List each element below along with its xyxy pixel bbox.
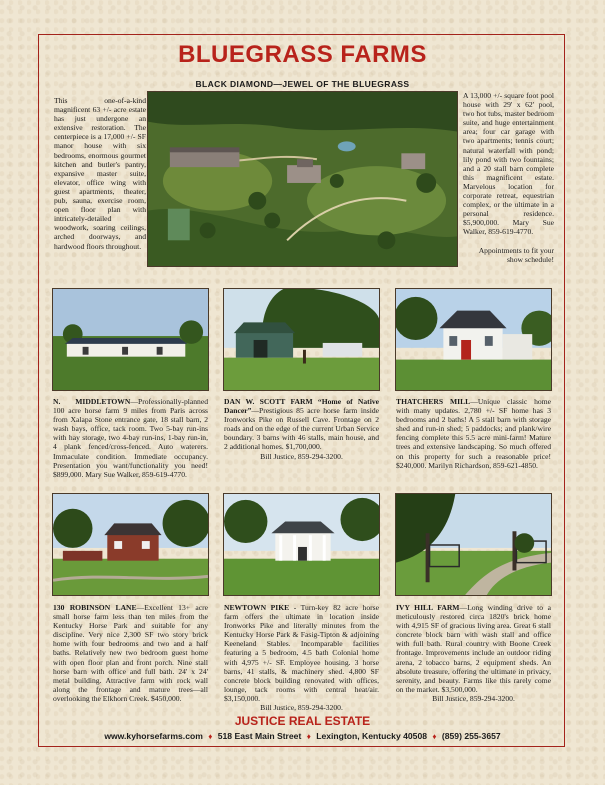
newtown-pike-photo — [223, 493, 380, 596]
phone-number: (859) 255-3657 — [441, 731, 501, 741]
listing-ivy-hill-farm — [396, 603, 551, 703]
listing-title: DAN W. SCOTT FARM “Home of Native Dancer” — [224, 397, 379, 416]
listing-title: NEWTOWN PIKE — [224, 603, 290, 612]
listing-text: —Prestigious 85 acre horse farm inside Ironworks Pike on Russell Cave. Frontage on 2 roads and on the edge of the current Urban Service boundary. 3 barns with 46 stalls, main house, and 2 additional homes. $1,700,000. — [224, 406, 379, 452]
listing-text: —Long winding drive to a meticulously restored circa 1820's brick home with 4,915 SF of gracious living area. Great 6 stall concrete block barn with wash stall and office with full bath. Rural country with Boone Creek frontage. Improvements include an outdoor riding arena, 2 tobacco barns, 2 equipment sheds. An absolute treasure, offering the ultimate in privacy, serenity, and beauty. Farms like this rarely come on the market. $3,500,000. — [396, 603, 551, 694]
listing-agent: Bill Justice, 859-294-3200. — [260, 451, 343, 461]
listing-text: - Turn-key 82 acre horse farm offers the ultimate in location inside Ironworks Pike and literally minutes from the Kentucky Horse Park & Fasig-Tipton & adjoining Keeneland Stables. Incomparable facilities featuring a 5 bedroom, 4.5 bath Colonial home with 4,975 +/- SF. Employee housing. 3 horse barns, 41 stalls, & machinery shed. 4,800 SF concrete block building renovated with offices, lounge, tack rooms with central heat/air. $3,150,000. — [224, 603, 379, 703]
listing-dan-w-scott-farm — [224, 397, 379, 461]
contact-line — [0, 731, 605, 741]
listing-thatchers-mill — [396, 397, 551, 470]
listing-n-middletown — [53, 397, 208, 479]
website-link[interactable]: www.kyhorsefarms.com — [104, 731, 203, 741]
listing-text: —Excellent 13+ acre small horse farm less than ten miles from the Kentucky Horse Park and suitable for any discipline. Very nice 2,300 SF two story brick home with four bedrooms and two and a half baths. Relatively new two bedroom guest home with open floor plan and front porch. Nine stall horse barn with office and full bath. 24' x 24' metal building. Attractive farm with rock wall along the frontage and mature trees—all overlooking the Elkhorn Creek. $450,000. — [53, 603, 208, 703]
diamond-separator-icon: ♦ — [208, 732, 213, 741]
diamond-separator-icon: ♦ — [432, 732, 437, 741]
listing-title: N. MIDDLETOWN — [53, 397, 131, 406]
city-state-zip: Lexington, Kentucky 40508 — [316, 731, 428, 741]
listing-agent: Bill Justice, 859-294-3200. — [432, 693, 515, 703]
listing-title: THATCHERS MILL — [396, 397, 471, 406]
listing-agent: Bill Justice, 859-294-3200. — [260, 703, 343, 713]
company-name: JUSTICE REAL ESTATE — [234, 714, 371, 728]
listing-newtown-pike — [224, 603, 379, 712]
listing-text: —Professionally-planned 100 acre horse farm 9 miles from Paris across from Xalapa Stone entrance gate, 18 stall barn, 2 wash bays, office, tack room. Two 5-bay run-ins with hay storage, two 4-bay run-ins, 1-bay run-in, 4 plank fenced/cross-fenced. Auto waterers. Immaculate condition. Immediate occupancy. Presentation you want/functionality you need! $899,000. Mary Sue Walker, 859-619-4770. — [53, 397, 208, 479]
page-subtitle: BLACK DIAMOND—JEWEL OF THE BLUEGRASS — [195, 79, 410, 89]
dan-w-scott-farm-photo — [223, 288, 380, 391]
listing-title: IVY HILL FARM — [396, 603, 460, 612]
ivy-hill-farm-photo — [395, 493, 552, 596]
street-address: 518 East Main Street — [217, 731, 302, 741]
appointment-note: Appointments to fit your show schedule! — [478, 245, 554, 264]
featured-right-text — [463, 91, 554, 264]
robinson-lane-photo — [52, 493, 209, 596]
listing-title: 130 ROBINSON LANE — [53, 603, 137, 612]
page-title: BLUEGRASS FARMS — [178, 41, 427, 68]
listing-robinson-lane — [53, 603, 208, 703]
diamond-separator-icon: ♦ — [306, 732, 311, 741]
estate-aerial-photo — [147, 91, 458, 267]
featured-right-description: A 13,000 +/- square foot pool house with 29' x 62' pool, two hot tubs, master bedroom suite, and huge entertainment area; four car garage with two apartments; tennis court; natural waterfall with pond; lily pond with two fountains; and a 20 stall barn complete this magnificent estate. Marvelous location for corporate retreat, equestrian complex, or the ultimate in a personal residence. $5,900,000. Mary Sue Walker, 859-619-4770. — [463, 91, 554, 237]
thatchers-mill-photo — [395, 288, 552, 391]
listing-text: —Unique classic home with many updates. 2,780 +/- SF home has 3 bedrooms and 2 baths! A 5 stall barn with storage shed and run-in shed; 5 paddocks; and plank/wire fencing complete this 5.5 acre mini-farm! Mature trees and extensive landscaping. So much offered on this property for such a reasonable price! $240,000. Marilyn Richardson, 859-621-4850. — [396, 397, 551, 470]
featured-left-text: This one-of-a-kind magnificent 63 +/- acre estate has just undergone an extensive restoration. The centerpiece is a 17,000 +/- SF manor house with six bedrooms, enormous gourmet kitchen and butler's pantry, expansive master suite, elevator, office wing with guest apartments, theater, pub, sauna, exercise room, open floor plan with intricately-detailed woodwork, soaring ceilings, arched doorways, and hardwood floors throughout. — [54, 96, 146, 251]
n-middletown-photo — [52, 288, 209, 391]
